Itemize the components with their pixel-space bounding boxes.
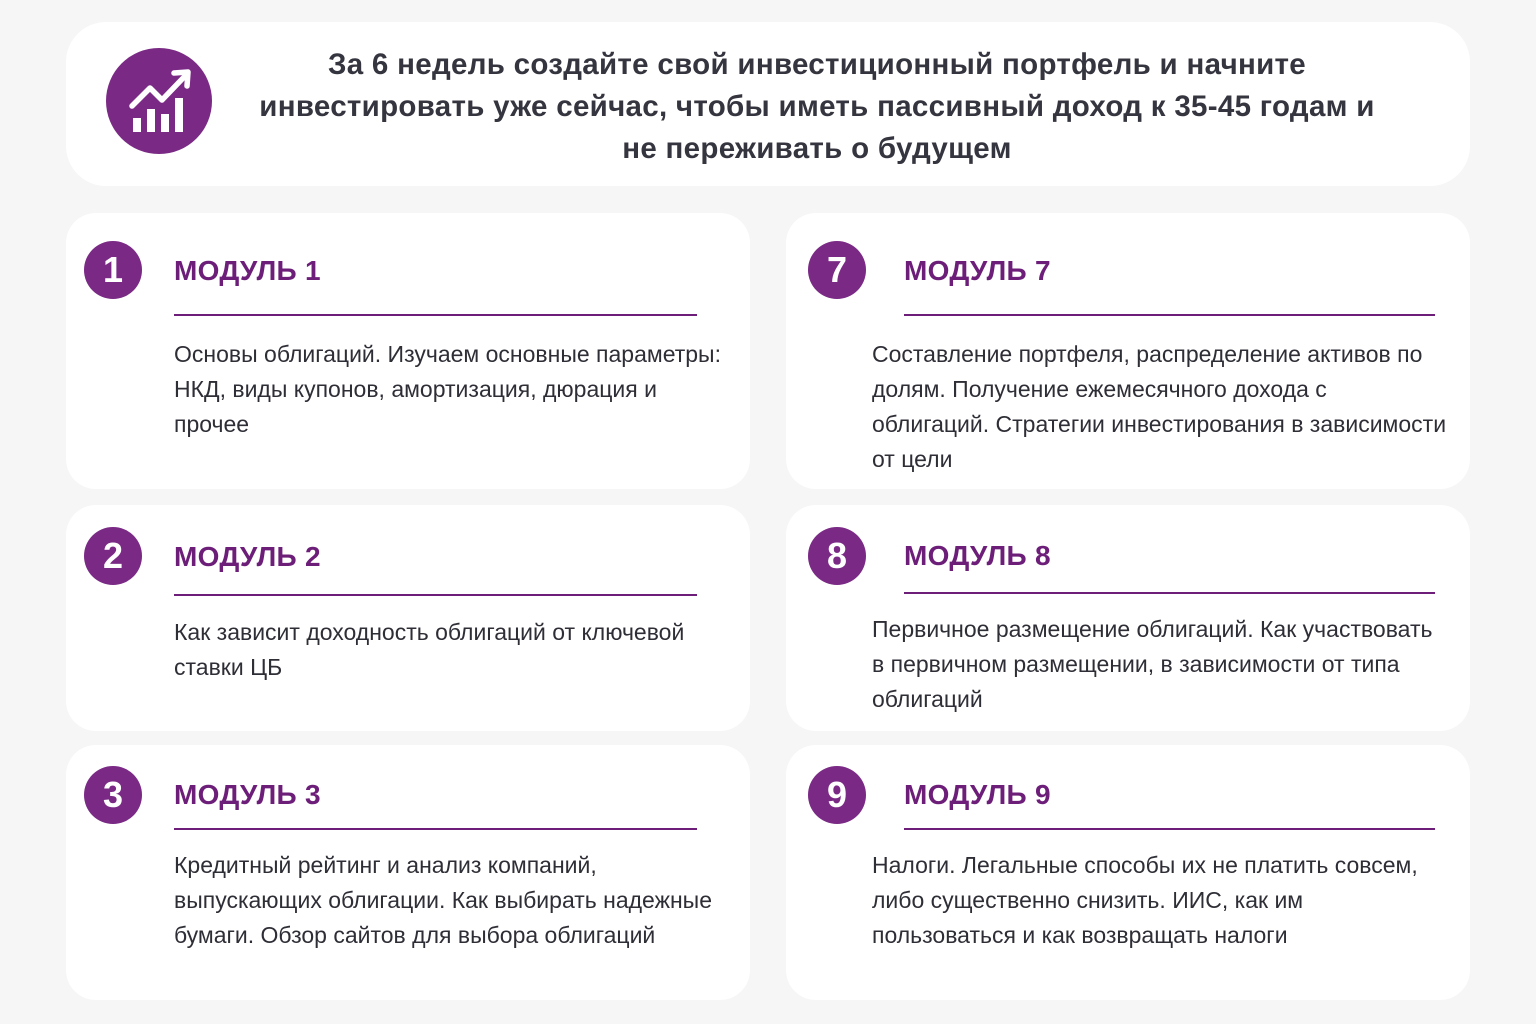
module-description: Составление портфеля, распределение активов по долям. Получение ежемесячного дохода с облигаций. Стратегии инвестирования в зависимости от цели <box>872 341 1447 472</box>
module-card-8 <box>786 505 1470 731</box>
module-description: Как зависит доходность облигаций от ключевой ставки ЦБ <box>174 619 685 680</box>
module-number-badge: 2 <box>84 527 142 585</box>
module-title: МОДУЛЬ 8 <box>904 540 1051 571</box>
module-number-badge: 9 <box>808 766 866 824</box>
module-card-3 <box>66 745 750 1000</box>
module-number-badge: 7 <box>808 241 866 299</box>
module-divider <box>904 592 1435 594</box>
module-number-badge: 1 <box>84 241 142 299</box>
header-card <box>66 22 1470 186</box>
module-divider <box>904 828 1435 830</box>
module-title: МОДУЛЬ 3 <box>174 779 321 810</box>
module-card-2 <box>66 505 750 731</box>
module-number-badge: 3 <box>84 766 142 824</box>
module-divider <box>904 314 1435 316</box>
module-description: Налоги. Легальные способы их не платить совсем, либо существенно снизить. ИИС, как им пользоваться и как возвращать налоги <box>872 852 1418 948</box>
module-card-7 <box>786 213 1470 489</box>
module-description: Первичное размещение облигаций. Как участвовать в первичном размещении, в зависимости от типа облигаций <box>872 616 1433 712</box>
module-number-badge: 8 <box>808 527 866 585</box>
module-card-9 <box>786 745 1470 1000</box>
module-divider <box>174 314 697 316</box>
module-card-1 <box>66 213 750 489</box>
module-title: МОДУЛЬ 2 <box>174 541 321 572</box>
module-divider <box>174 594 697 596</box>
module-title: МОДУЛЬ 9 <box>904 779 1051 810</box>
chart-growth-icon <box>106 48 212 154</box>
module-description: Кредитный рейтинг и анализ компаний, выпускающих облигации. Как выбирать надежные бумаги. Обзор сайтов для выбора облигаций <box>174 852 712 948</box>
module-title: МОДУЛЬ 1 <box>174 255 321 286</box>
module-description: Основы облигаций. Изучаем основные параметры: НКД, виды купонов, амортизация, дюрация и прочее <box>174 341 721 437</box>
module-divider <box>174 828 697 830</box>
page-headline: За 6 недель создайте свой инвестиционный портфель и начните инвестировать уже сейчас, чтобы иметь пассивный доход к 35-45 годам и не переживать о будущем <box>259 48 1375 165</box>
module-title: МОДУЛЬ 7 <box>904 255 1051 286</box>
